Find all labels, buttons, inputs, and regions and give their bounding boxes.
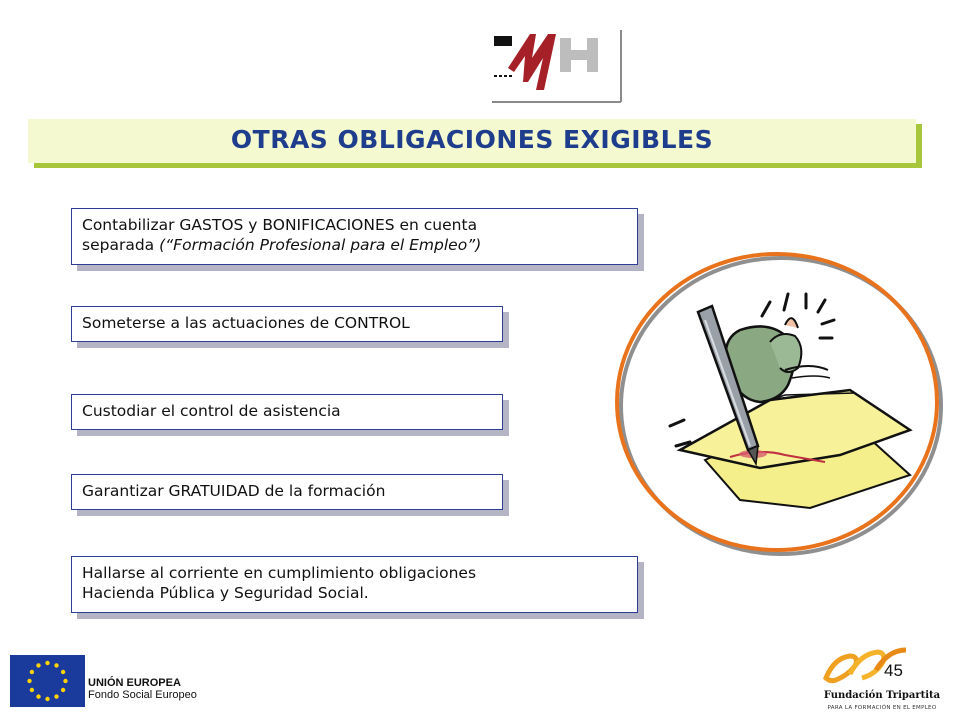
fundacion-tripartita-logo [820,644,930,692]
eu-caption-line2: Fondo Social Europeo [88,689,197,701]
eu-flag-icon [10,655,85,707]
foundation-subtitle: PARA LA FORMACIÓN EN EL EMPLEO [827,705,937,711]
hand-writing-with-pencil-illustration [610,250,950,560]
obligation-text: Custodiar el control de asistencia [82,402,341,420]
obligation-box-accounting [71,208,638,265]
page-number: 45 [884,661,903,680]
foundation-name: Fundación Tripartita [823,690,941,701]
obligation-text-line1: Contabilizar GASTOS y BONIFICACIONES en cuenta [82,216,478,234]
obligation-text-line2: Hacienda Pública y Seguridad Social. [82,584,369,602]
obligation-box-attendance [71,394,503,430]
obligation-text-line1: Hallarse al corriente en cumplimiento obligaciones [82,564,477,582]
obligation-text: Someterse a las actuaciones de CONTROL [82,314,410,332]
obligation-box-tax-compliance [71,556,638,613]
obligation-box-control [71,306,503,342]
eu-caption [88,677,197,701]
title-banner [28,119,916,163]
page-title: OTRAS OBLIGACIONES EXIGIBLES [230,125,714,154]
eu-caption-line1: UNIÓN EUROPEA [88,677,181,689]
mh-logo [490,28,623,104]
obligation-text-line2: separada (“Formación Profesional para el Empleo”) [82,236,482,254]
obligation-text: Garantizar GRATUIDAD de la formación [82,482,386,500]
obligation-box-free-training [71,474,503,510]
